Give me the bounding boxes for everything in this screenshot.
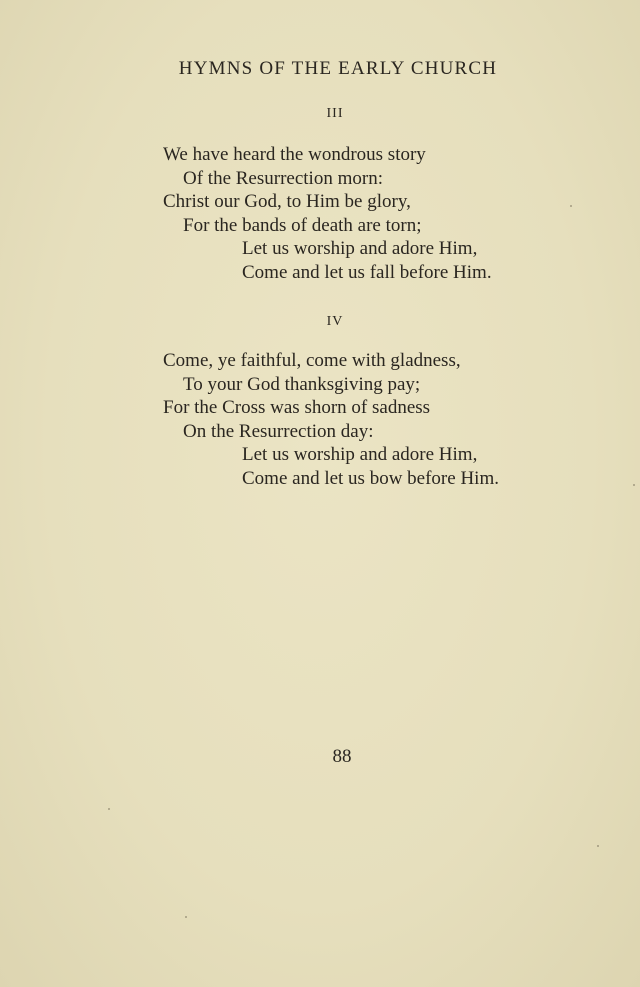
verse-line: Come and let us fall before Him. [242,261,492,283]
stanza-iii [163,143,583,285]
paper-speck [633,484,635,486]
paper-speck [108,808,110,810]
verse-line: For the Cross was shorn of sadness [163,397,431,419]
verse-line: On the Resurrection day: [183,420,374,442]
verse-line: Let us worship and adore Him, [242,238,478,260]
verse-line: Come, ye faithful, come with gladness, [163,350,461,371]
verse-line: Of the Resurrection morn: [183,167,383,189]
verse-line: Christ our God, to Him be glory, [163,191,411,213]
paper-speck [597,845,599,847]
verse-line: We have heard the wondrous story [163,144,426,165]
stanza-iv [163,349,583,491]
stanza-number-iii: III [326,106,344,121]
page-number: 88 [332,746,352,767]
running-head: HYMNS OF THE EARLY CHURCH [178,58,498,79]
verse-line: To your God thanksgiving pay; [183,373,421,395]
paper-speck [570,205,572,207]
verse-line: Let us worship and adore Him, [242,444,478,466]
verse-line: For the bands of death are torn; [183,214,422,236]
verse-line: Come and let us bow before Him. [242,467,499,489]
paper-speck [185,916,187,918]
stanza-number-iv: IV [326,314,344,329]
